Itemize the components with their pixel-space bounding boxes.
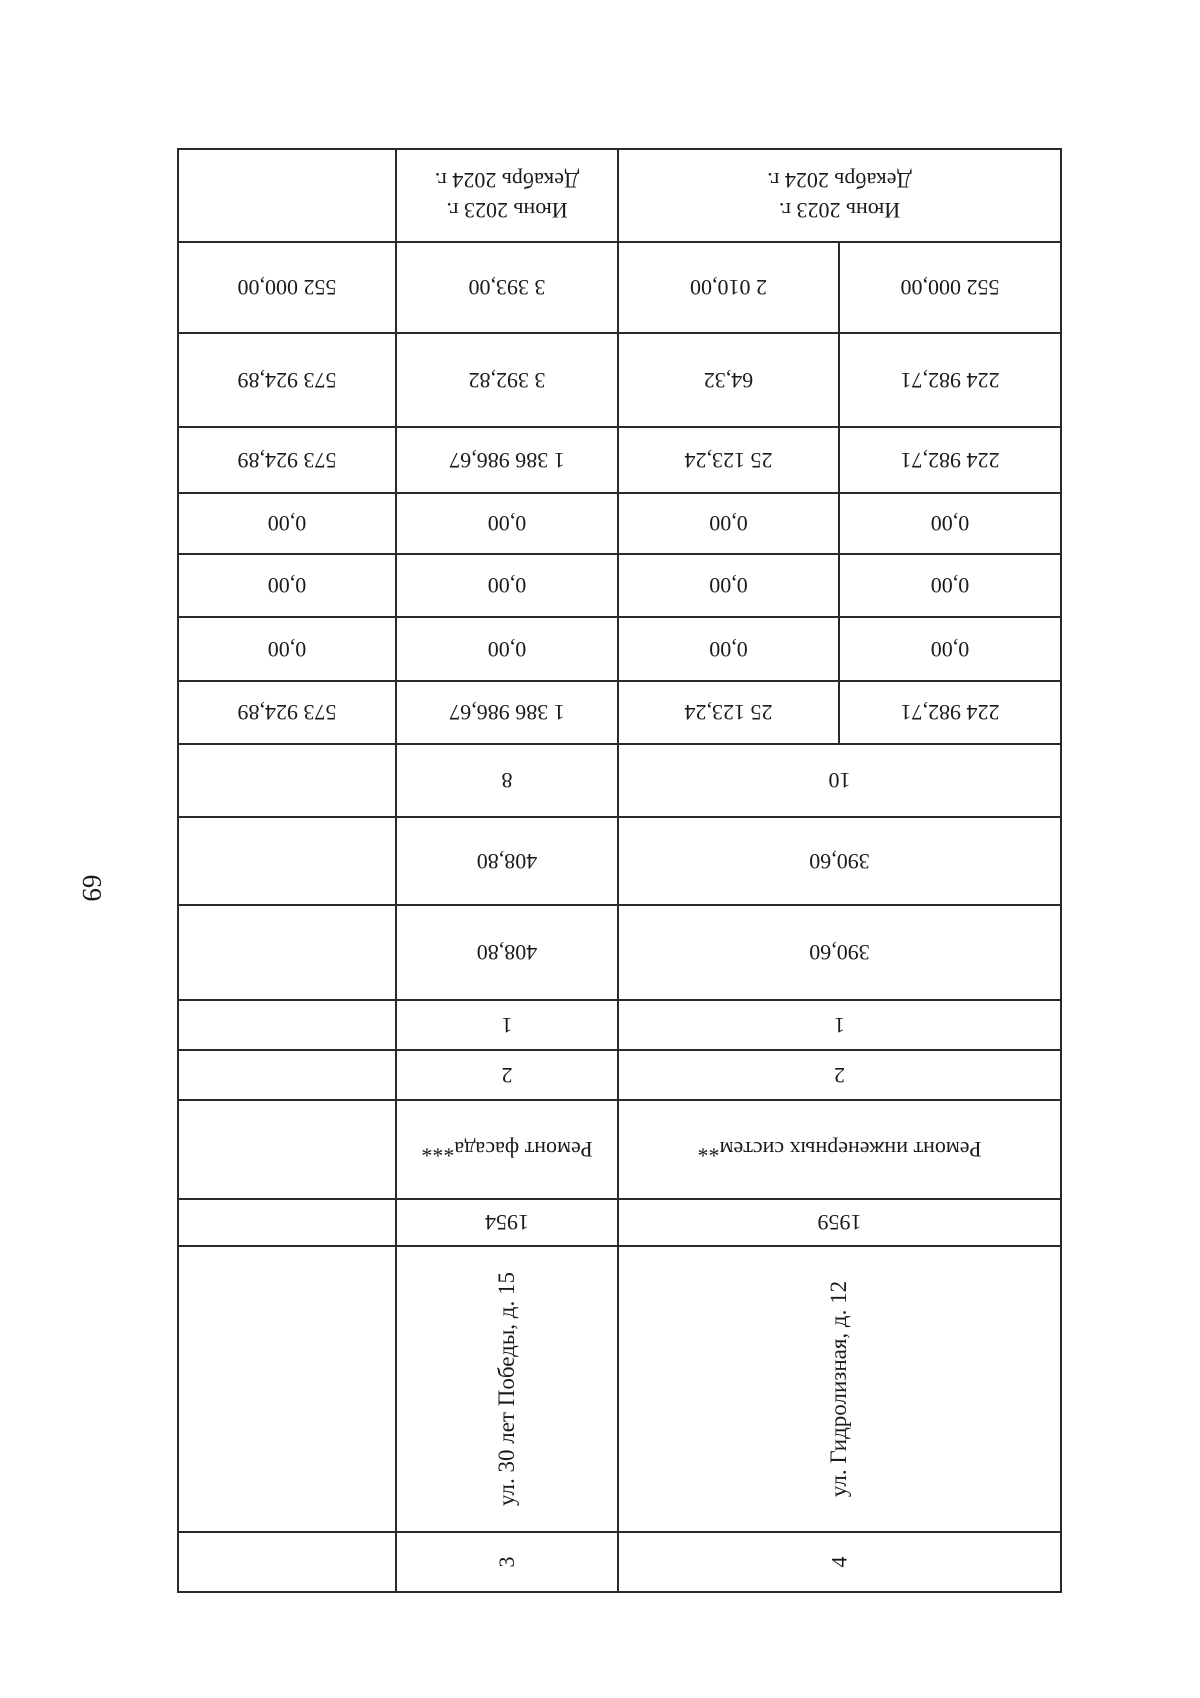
page-number: 69 (77, 874, 107, 902)
row4-year: 1959 (817, 1210, 862, 1236)
row4-area-b: 390,60 (809, 940, 870, 966)
row3-zero-2: 0,00 (487, 573, 527, 599)
header-period-row4-line1: Июнь 2023 г. (778, 198, 901, 224)
row4-zero-1a: 0,00 (709, 637, 748, 662)
table-border-right (1060, 148, 1062, 1593)
row4-count: 10 (828, 768, 851, 794)
row4-zero-2b: 0,00 (930, 573, 970, 599)
row3-area-b: 408,80 (476, 940, 538, 966)
row4-zero-3a: 0,00 (709, 511, 748, 537)
row4-number: 4 (826, 1556, 852, 1568)
blank-cost-repeat: 573 924,89 (237, 448, 337, 473)
row3-unit-cost: 3 392,82 (468, 368, 546, 393)
blank-unit-cost: 573 924,89 (237, 368, 337, 393)
header-period-row3 (397, 150, 617, 241)
row3-work-type: Ремонт фасада*** (421, 1137, 593, 1163)
row4-limit-a: 2 010,00 (690, 275, 767, 301)
row3-number: 3 (494, 1556, 519, 1568)
row3-count: 8 (501, 768, 513, 794)
row4-address: ул. Гидролизная, д. 12 (826, 1280, 852, 1498)
table-border-bottom (177, 1591, 1062, 1593)
row3-cost-repeat: 1 386 986,67 (449, 448, 565, 473)
row4-cost-total-a: 25 123,24 (684, 700, 773, 726)
row4-cost-total-b: 224 982,71 (900, 700, 1000, 726)
row4-zero-2a: 0,00 (709, 573, 748, 599)
row4-number-cell (619, 1533, 1060, 1591)
row3-v1: 1 (501, 1013, 513, 1038)
row4-cost-repeat-a: 25 123,24 (684, 448, 773, 473)
row3-limit: 3 393,00 (468, 275, 546, 301)
document-table (177, 148, 1062, 1593)
blank-limit: 552 000,00 (237, 275, 337, 301)
row4-unit-cost-a: 64,32 (703, 368, 754, 393)
row3-area-a: 408,80 (476, 849, 538, 874)
row4-work-type: Ремонт инженерных систем** (697, 1137, 982, 1163)
row4-address-cell (619, 1247, 1060, 1531)
blank-zero-1: 0,00 (267, 637, 307, 662)
header-period-row3-line2: Декабрь 2024 г. (434, 168, 580, 194)
row4-v1: 1 (834, 1013, 845, 1038)
blank-cost-total: 573 924,89 (237, 700, 337, 726)
row3-v2: 2 (501, 1063, 513, 1088)
header-period-row4 (619, 150, 1060, 241)
row4-unit-cost-b: 224 982,71 (900, 368, 1000, 393)
row3-year: 1954 (485, 1210, 529, 1236)
header-period-row4-line2: Декабрь 2024 г. (767, 168, 912, 194)
row4-v2: 2 (834, 1063, 845, 1088)
row4-zero-1b: 0,00 (930, 637, 970, 662)
row4-zero-3b: 0,00 (930, 511, 970, 537)
row4-limit-b: 552 000,00 (900, 275, 1000, 301)
row3-address: ул. 30 лет Победы, д. 15 (494, 1272, 520, 1506)
header-period-row3-line1: Июнь 2023 г. (446, 198, 568, 224)
blank-zero-3: 0,00 (267, 511, 307, 537)
row4-cost-repeat-b: 224 982,71 (900, 448, 1000, 473)
row4-area-a: 390,60 (809, 849, 870, 874)
row3-zero-3: 0,00 (487, 511, 527, 537)
row3-zero-1: 0,00 (487, 637, 527, 662)
blank-zero-2: 0,00 (267, 573, 307, 599)
row3-cost-total: 1 386 986,67 (449, 700, 565, 726)
